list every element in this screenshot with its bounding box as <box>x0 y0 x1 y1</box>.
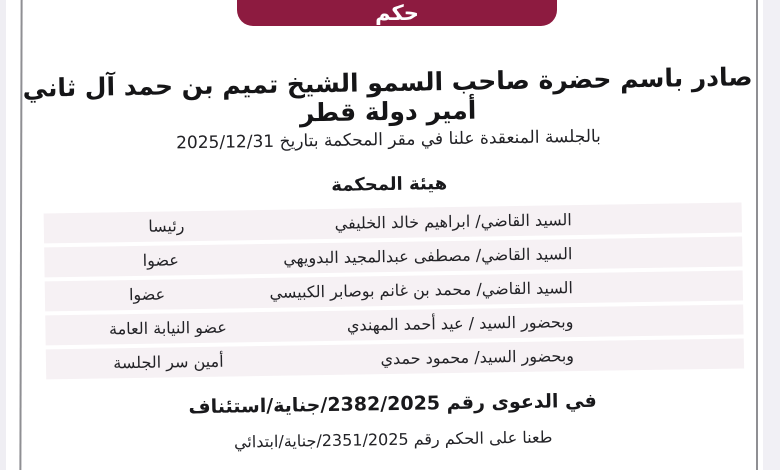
panel-row-spacer <box>572 236 742 269</box>
panel-member-name: السيد القاضي/ مصطفى عبدالمجيد البدويهي <box>283 244 573 268</box>
judgment-banner-title: حكم <box>375 1 419 25</box>
panel-member-name: السيد القاضي/ ابراهيم خالد الخليفي <box>334 210 572 233</box>
panel-row <box>46 338 744 379</box>
panel-row-spacer <box>573 304 743 337</box>
court-panel-heading: هيئة المحكمة <box>331 173 448 196</box>
panel-row-spacer <box>573 270 743 303</box>
issued-in-name-of-emir-line: صادر باسم حضرة صاحب السمو الشيخ تميم بن حمد آل ثاني أمير دولة قطر <box>22 62 753 128</box>
panel-member-name: وبحضور السيد/ محمود حمدي <box>380 346 575 369</box>
panel-member-name: السيد القاضي/ محمد بن غانم بوصابر الكبيسي <box>269 278 573 302</box>
panel-member-role: عضو النيابة العامة <box>108 317 227 339</box>
court-panel-table <box>44 202 745 383</box>
panel-row-spacer <box>574 338 744 371</box>
panel-member-role: أمين سر الجلسة <box>113 351 224 373</box>
panel-member-name: وبحضور السيد / عيد أحمد المهندي <box>346 312 574 335</box>
case-number-line: في الدعوى رقم 2382/2025/جناية/استئناف <box>188 389 597 419</box>
panel-member-role: عضوا <box>128 284 166 305</box>
panel-member-role: عضوا <box>142 250 179 270</box>
session-date-line: بالجلسة المنعقدة علنا في مقر المحكمة بتاريخ 2025/12/31 <box>176 126 601 154</box>
panel-member-role: رئيسا <box>148 216 185 236</box>
appealed-judgment-number-line: طعنا على الحكم رقم 2351/2025/جناية/ابتدائي <box>233 427 553 452</box>
panel-row-spacer <box>572 202 742 235</box>
